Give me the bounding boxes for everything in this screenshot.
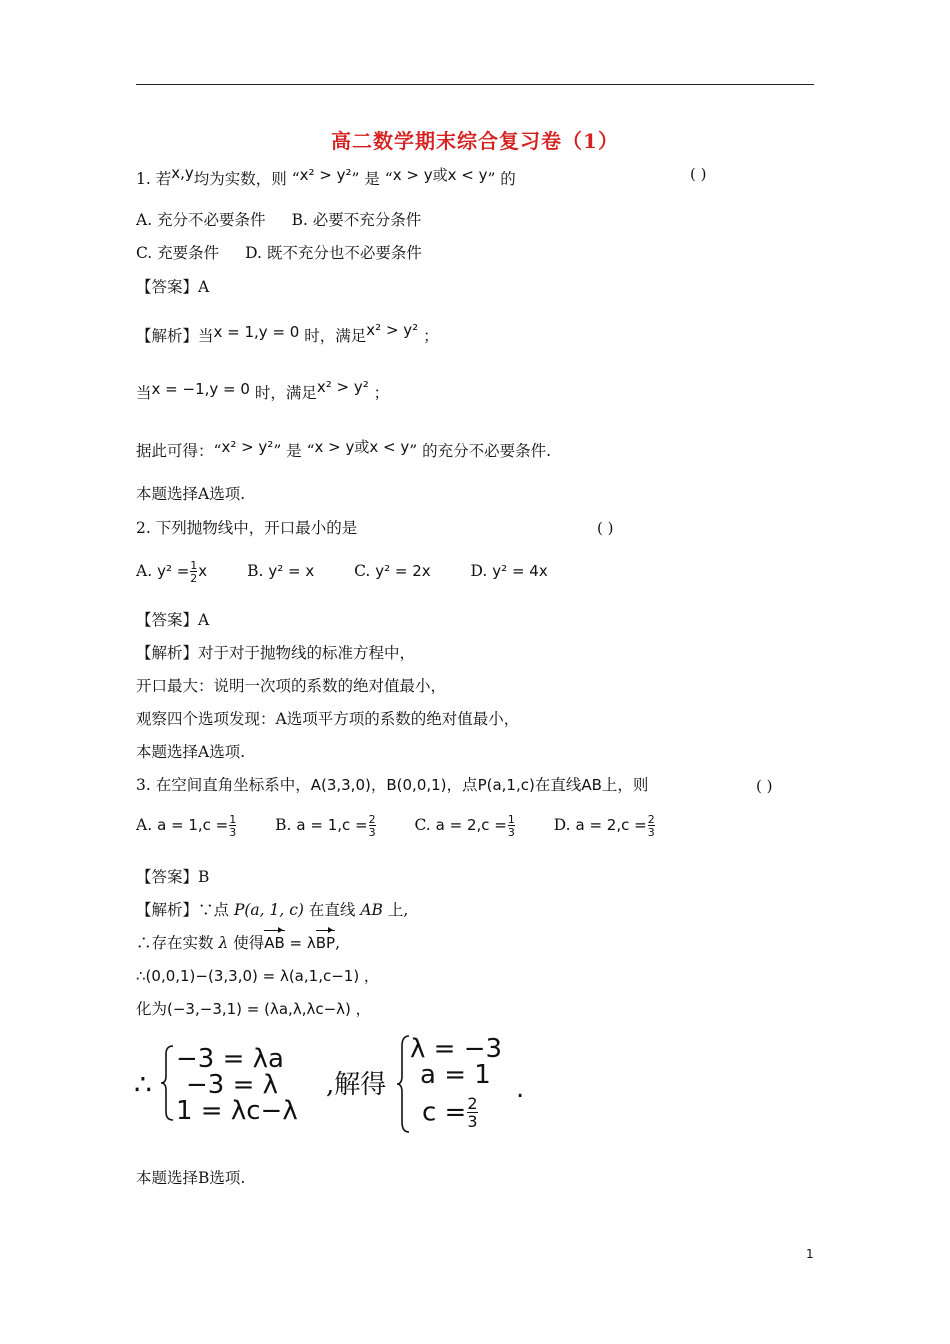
fraction: $\frac{2}{3}$: [368, 813, 376, 839]
q3-option-a: A. a = 1,c = $\frac{1}{3}$: [136, 813, 237, 839]
fraction: $\frac{2}{3}$: [467, 1094, 478, 1131]
q1-options-row2: [136, 243, 448, 263]
q2-explanation-2: 开口最大：说明一次项的系数的绝对值最小，: [136, 677, 447, 695]
q3-explanation-3: ∴(0,0,1)−(3,3,0) = λ(a,1,c−1) ，: [136, 967, 379, 985]
therefore-symbol: ∴: [134, 1068, 152, 1101]
q1-option-d: D. 既不充分也不必要条件: [245, 244, 422, 262]
system1-line1: −3 = λa: [176, 1044, 284, 1074]
q1-explanation-1: 【解析】当x = 1,y = 0 时，满足x² > y² ；: [136, 321, 439, 345]
q2-option-c: C. y² = 2x: [354, 562, 431, 580]
q2-option-a: A. y² = $\frac{1}{2}$ x: [136, 559, 208, 585]
header-rule: [136, 84, 814, 85]
q2-options: [136, 560, 548, 584]
system1-line3: 1 = λc−λ: [176, 1096, 298, 1126]
q1-select: 本题选择A选项.: [136, 485, 246, 503]
system2-line1: λ = −3: [410, 1034, 503, 1064]
q3-explanation-4: 化为(−3,−3,1) = (λa,λ,λc−λ) ，: [136, 1000, 371, 1018]
q3-answer-paren: ( ): [756, 777, 773, 795]
fraction: $\frac{1}{2}$: [190, 559, 198, 585]
fraction: $\frac{1}{3}$: [507, 813, 515, 839]
solve-label: ,解得: [326, 1070, 387, 1100]
q2-stem: 2. 下列抛物线中，开口最小的是: [136, 519, 358, 537]
q1-option-b: B. 必要不充分条件: [291, 211, 422, 229]
q1-option-a: A. 充分不必要条件: [136, 211, 266, 229]
q3-explanation-2: ∴存在实数 λ 使得AB = λBP,: [136, 934, 341, 952]
q2-option-d: D. y² = 4x: [470, 562, 548, 580]
q1-explanation-2: 当x = −1,y = 0 时，满足x² > y² ；: [136, 378, 390, 402]
q1-options-row1: [136, 210, 447, 230]
q1-answer-paren: ( ): [690, 165, 707, 183]
fraction: $\frac{2}{3}$: [647, 813, 655, 839]
system-period: .: [516, 1074, 525, 1104]
q2-answer: 【答案】A: [136, 611, 210, 629]
q2-answer-paren: ( ): [597, 519, 614, 537]
system2-line2: a = 1: [420, 1060, 491, 1090]
q3-options: [136, 814, 656, 838]
q1-explanation-3: 据此可得：“x² > y²” 是 “x > y或x < y” 的充分不必要条件.: [136, 438, 552, 460]
q1-answer: 【答案】A: [136, 278, 210, 296]
q3-answer: 【答案】B: [136, 868, 210, 886]
q1-option-c: C. 充要条件: [136, 244, 220, 262]
q2-select: 本题选择A选项.: [136, 743, 246, 761]
page-title: 高二数学期末综合复习卷（1）: [331, 129, 619, 153]
q2-explanation-1: 【解析】对于对于抛物线的标准方程中，: [136, 644, 416, 662]
system1-line2: −3 = λ: [186, 1070, 279, 1100]
fraction: $\frac{1}{3}$: [229, 813, 237, 839]
q3-option-d: D. a = 2,c = $\frac{2}{3}$: [553, 813, 655, 839]
vector-bp: BP: [315, 934, 336, 952]
q3-option-c: C. a = 2,c = $\frac{1}{3}$: [414, 813, 515, 839]
page-number: 1: [806, 1247, 814, 1261]
system2-line3: c = $\frac{2}{3}$: [422, 1094, 478, 1131]
vector-ab: AB: [264, 934, 285, 952]
q2-explanation-3: 观察四个选项发现：A选项平方项的系数的绝对值最小，: [136, 710, 520, 728]
left-brace-1: [160, 1044, 176, 1122]
q3-stem: 3. 在空间直角坐标系中，A(3,3,0)，B(0,0,1)，点P(a,1,c)在直线AB上，则: [136, 776, 649, 794]
q3-explanation-1: 【解析】∵点 P(a, 1, c) 在直线 AB 上,: [136, 901, 409, 919]
q1-stem: 1. 若x,y均为实数，则 “x² > y²” 是 “x > y或x < y” 的: [136, 164, 516, 188]
q3-option-b: B. a = 1,c = $\frac{2}{3}$: [275, 813, 376, 839]
q2-option-b: B. y² = x: [247, 562, 315, 580]
q3-select: 本题选择B选项.: [136, 1169, 246, 1187]
